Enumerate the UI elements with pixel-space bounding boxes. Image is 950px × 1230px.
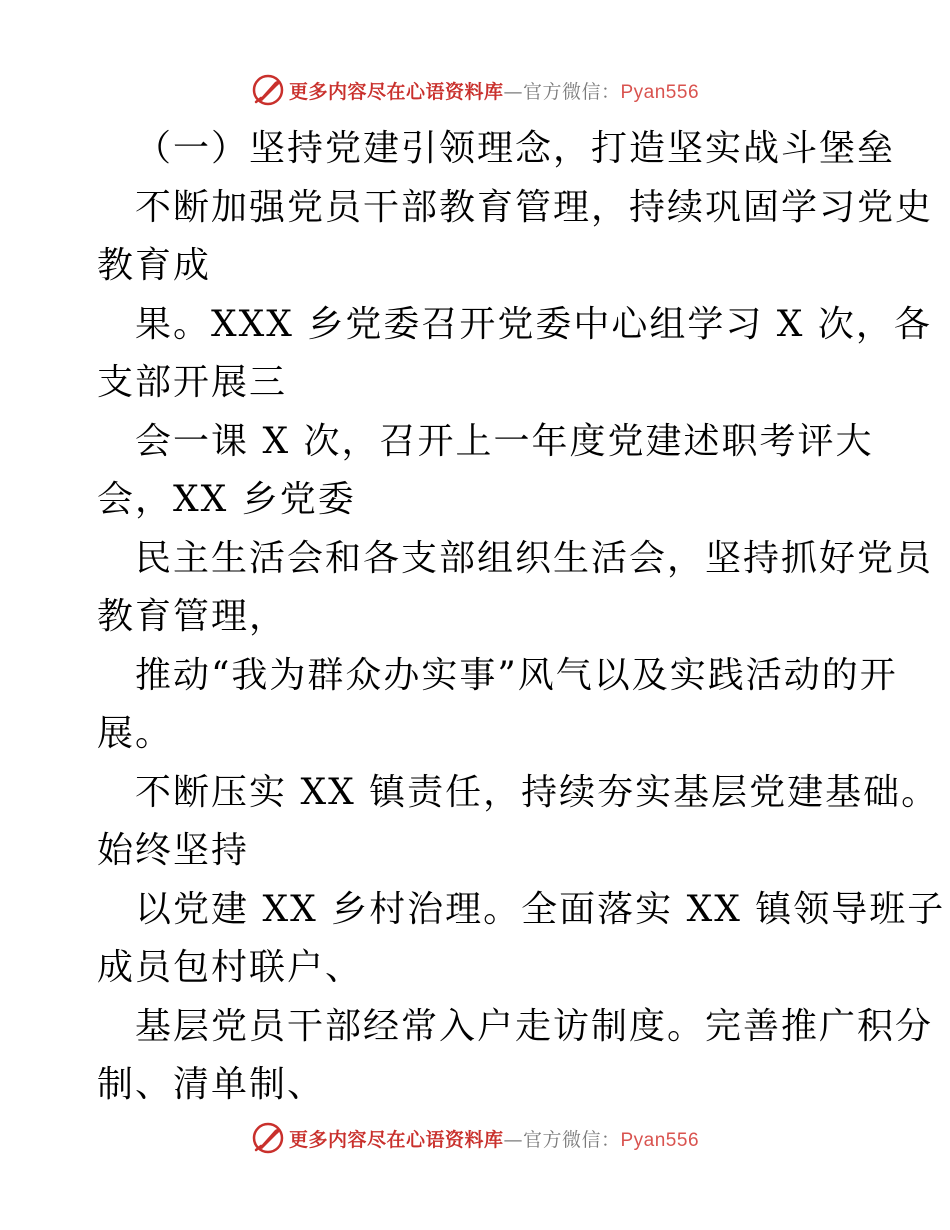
- paragraph-line: 展。: [97, 713, 174, 754]
- quill-pen-logo-icon: [251, 73, 285, 107]
- paragraph-line: 民主生活会和各支部组织生活会，坚持抓好党员: [135, 537, 934, 579]
- document-body: [97, 120, 946, 1115]
- header-watermark: [0, 70, 950, 110]
- watermark-id: Pyan556: [620, 81, 700, 103]
- paragraph-line: 始终坚持: [97, 830, 250, 871]
- paragraph-line: 会一课 X 次，召开上一年度党建述职考评大: [135, 420, 874, 462]
- paragraph-line: 以党建 XX 乡村治理。全面落实 XX 镇领导班子: [135, 888, 946, 930]
- footer-watermark: [0, 1118, 950, 1158]
- paragraph-line: 成员包村联户、: [97, 947, 364, 988]
- watermark-text: [289, 77, 699, 104]
- paragraph-line: 制、清单制、: [97, 1064, 326, 1105]
- quill-pen-logo-icon: [251, 1121, 285, 1155]
- watermark-official: 官方微信：: [522, 1128, 621, 1151]
- paragraph-line: 基层党员干部经常入户走访制度。完善推广积分: [135, 1005, 934, 1047]
- watermark-official: 官方微信：: [522, 80, 621, 103]
- paragraph-line: 支部开展三: [97, 362, 288, 403]
- paragraph-line: 不断加强党员干部教育管理，持续巩固学习党史: [135, 186, 934, 228]
- paragraph-line: 教育成: [97, 245, 212, 286]
- paragraph-line: 推动“我为群众办实事”风气以及实践活动的开: [135, 654, 898, 696]
- section-heading: （一）坚持党建引领理念，打造坚实战斗堡垒: [135, 128, 896, 169]
- paragraph-line: 会，XX 乡党委: [97, 479, 356, 520]
- watermark-main: 更多内容尽在心语资料库: [288, 80, 504, 103]
- watermark-dash: —: [503, 80, 523, 103]
- watermark-id: Pyan556: [620, 1129, 700, 1151]
- paragraph-line: 果。XXX 乡党委召开党委中心组学习 X 次，各: [135, 303, 932, 345]
- watermark-main: 更多内容尽在心语资料库: [288, 1128, 504, 1151]
- paragraph-line: 教育管理，: [97, 596, 288, 637]
- watermark-dash: —: [503, 1128, 523, 1151]
- watermark-text: [289, 1125, 699, 1152]
- paragraph-line: 不断压实 XX 镇责任，持续夯实基层党建基础。: [135, 771, 940, 813]
